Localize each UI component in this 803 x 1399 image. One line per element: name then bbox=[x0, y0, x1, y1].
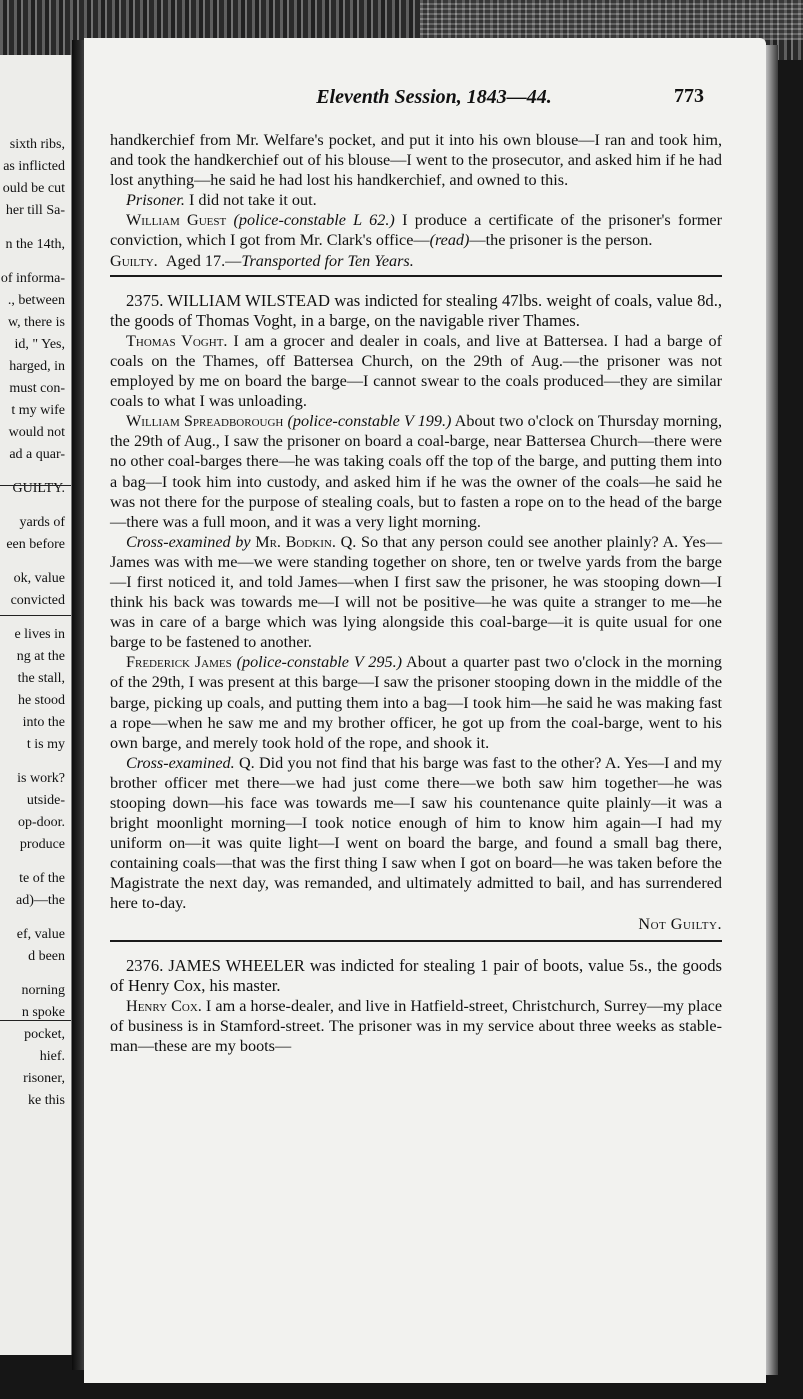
facing-page-line: n the 14th, bbox=[5, 237, 65, 252]
facing-page-line: d been bbox=[28, 949, 65, 964]
scan-noise-top-right bbox=[420, 0, 803, 40]
facing-page-line: ok, value bbox=[13, 571, 65, 586]
facing-page-line: w, there is bbox=[7, 315, 65, 330]
facing-page-line: norning bbox=[21, 983, 65, 998]
facing-page-line: is work? bbox=[17, 771, 65, 786]
case-2375-heading: 2375. WILLIAM WILSTEAD was indicted for stealing 47lbs. weight of coals, value 8d., the goods of Thomas Voght, in a barge, on the navigable river Thames. bbox=[110, 290, 722, 330]
facing-page-line: produce bbox=[19, 837, 65, 852]
facing-page-line: must con- bbox=[9, 381, 65, 396]
facing-page-line: t my wife bbox=[11, 403, 65, 418]
facing-page-line: ng at the bbox=[16, 649, 65, 664]
verdict-sentence: Guilty. Aged 17.—Transported for Ten Years. bbox=[110, 251, 414, 270]
facing-page-rule bbox=[0, 615, 71, 616]
witness-role: (police-constable L 62.) bbox=[233, 211, 395, 230]
facing-page-line: een before bbox=[6, 537, 65, 552]
facing-page-line: ke this bbox=[28, 1093, 65, 1108]
case-2375-cross-bodkin: Cross-examined by Mr. Bodkin. Q. So that any person could see another plainly? A. Yes—James was with me—we were standing together on shore, ten or twelve yards from the barge—I first noticed it, and told James—when I first saw the prisoner, he was stooping down—I think his back was towards me—I will not be positive—he was quite a stranger to me—he was in care of a barge which was lying alongside this coal-barge—it is quite usual for one barge to be fastened to another. bbox=[110, 532, 723, 652]
facing-page-line: utside- bbox=[26, 793, 65, 808]
facing-page-line: t is my bbox=[26, 737, 65, 752]
case-2375-verdict: Not Guilty. bbox=[638, 914, 722, 933]
case-2375-spreadborough: William Spreadborough (police-constable V 199.) About two o'clock on Thursday morning, the 29th of Aug., I saw the prisoner on board a coal-barge, near Battersea Church—there were no other coal-barges there—he was taking coals off the top of the barge, and putting them into a bag—I took him into custody, and asked him if he was the owner of the coals—he said he was not there for the purpose of stealing coals, but to fasten a rope on to the head of the barge—there was a full moon, and it was a very light morning. bbox=[110, 412, 723, 531]
facing-page-line: harged, in bbox=[9, 359, 65, 374]
sentence: Transported for Ten Years. bbox=[241, 251, 414, 270]
facing-page-line: of informa- bbox=[0, 271, 65, 286]
facing-page-fragment bbox=[0, 55, 72, 1355]
case-2376-cox: Henry Cox. I am a horse-dealer, and live in Hatfield-street, Christchurch, Surrey—my place of business is in Stamford-street. The prisoner was in my service about three weeks as stable-man—these are my boots— bbox=[110, 996, 723, 1056]
facing-page-line: op-door. bbox=[17, 815, 65, 830]
facing-page-line: he stood bbox=[17, 693, 65, 708]
facing-page-line: e lives in bbox=[14, 627, 65, 642]
facing-page-line: te of the bbox=[19, 871, 65, 886]
facing-page-rule bbox=[0, 1020, 71, 1021]
prisoner-label: Prisoner. bbox=[126, 191, 185, 210]
facing-page-line: convicted bbox=[10, 593, 65, 608]
page-edge-shadow bbox=[766, 45, 778, 1375]
facing-page-line: ad a quar- bbox=[9, 447, 65, 462]
case-2375-voght: Thomas Voght. I am a grocer and dealer in coals, and live at Battersea. I had a barge of coals on the Thames, off Battersea Church, on the 29th of Aug.—the prisoner was not employed by me on board the barge—I cannot swear to the coals produced—they are similar coals to what I was unloading. bbox=[110, 331, 722, 411]
facing-page-line: ad)—the bbox=[16, 893, 65, 908]
case-2376-heading: 2376. JAMES WHEELER was indicted for stealing 1 pair of boots, value 5s., the goods of Henry Cox, his master. bbox=[110, 955, 722, 995]
facing-page-line: ef, value bbox=[16, 927, 65, 942]
continuation-paragraph: handkerchief from Mr. Welfare's pocket, and put it into his own blouse—I ran and took him, and took the handkerchief out of his blouse—I went to the prosecutor, and asked him if he had lost anything—he said he had lost his handkerchief, and owned to this. bbox=[110, 131, 722, 190]
facing-page-line: her till Sa- bbox=[5, 203, 65, 218]
facing-page-rule bbox=[0, 485, 71, 486]
facing-page-line: ould be cut bbox=[2, 181, 65, 196]
facing-page-line: ., between bbox=[7, 293, 65, 308]
facing-page-line: sixth ribs, bbox=[9, 137, 65, 152]
facing-page-line: n spoke bbox=[21, 1005, 65, 1020]
case-2375-james: Frederick James (police-constable V 295.) About a quarter past two o'clock in the morning of the 29th, I was present at this barge—I saw the prisoner stooping down in the middle of the barge, picking up coals, and putting them into a bag—I took him—he said he was making fast a rope—when he saw me and my brother officer, he got up from the coal-barge, went to his own barge, and merely took hold of the rope, and shook it. bbox=[110, 653, 723, 752]
facing-page-line: GUILTY. bbox=[12, 481, 65, 496]
witness-name: William Guest bbox=[126, 211, 227, 230]
facing-page-line: id, " Yes, bbox=[14, 337, 65, 352]
running-head: Eleventh Session, 1843—44. bbox=[316, 86, 552, 108]
prisoner-statement: Prisoner. I did not take it out. bbox=[126, 191, 317, 210]
facing-page-line: as inflicted bbox=[3, 159, 65, 174]
case-divider bbox=[110, 275, 722, 277]
facing-page-line: risoner, bbox=[23, 1071, 65, 1086]
page-text bbox=[110, 130, 722, 1056]
case-2375-cross: Cross-examined. Q. Did you not find that his barge was fast to the other? A. Yes—I and my brother officer met there—we had just come there—we both saw him together—he was stooping down—his face was towards me—I saw his countenance quite plainly—it was a bright moonlight morning—I took notice enough of him to know him again—I had my uniform on—it was quite light—I went on board the barge, and found a small bag there, containing coals—that was the first thing I saw when I got on board—he was taken before the Magistrate the next day, was remanded, and ultimately admitted to bail, and has surrendered here to-day. bbox=[110, 753, 723, 913]
page-number: 773 bbox=[674, 85, 704, 107]
facing-page-line: into the bbox=[22, 715, 65, 730]
main-page bbox=[84, 38, 766, 1383]
facing-page-line: yards of bbox=[19, 515, 65, 530]
facing-page-line: hief. bbox=[39, 1049, 65, 1064]
facing-page-line: pocket, bbox=[24, 1027, 65, 1042]
facing-page-line: would not bbox=[8, 425, 65, 440]
verdict: Guilty. bbox=[110, 251, 158, 270]
case-divider bbox=[110, 940, 722, 942]
witness-guest-testimony: William Guest (police-constable L 62.) I produce a certificate of the prisoner's former conviction, which I got from Mr. Clark's office—(read)—the prisoner is the person. bbox=[110, 211, 722, 250]
facing-page-line: the stall, bbox=[17, 671, 65, 686]
